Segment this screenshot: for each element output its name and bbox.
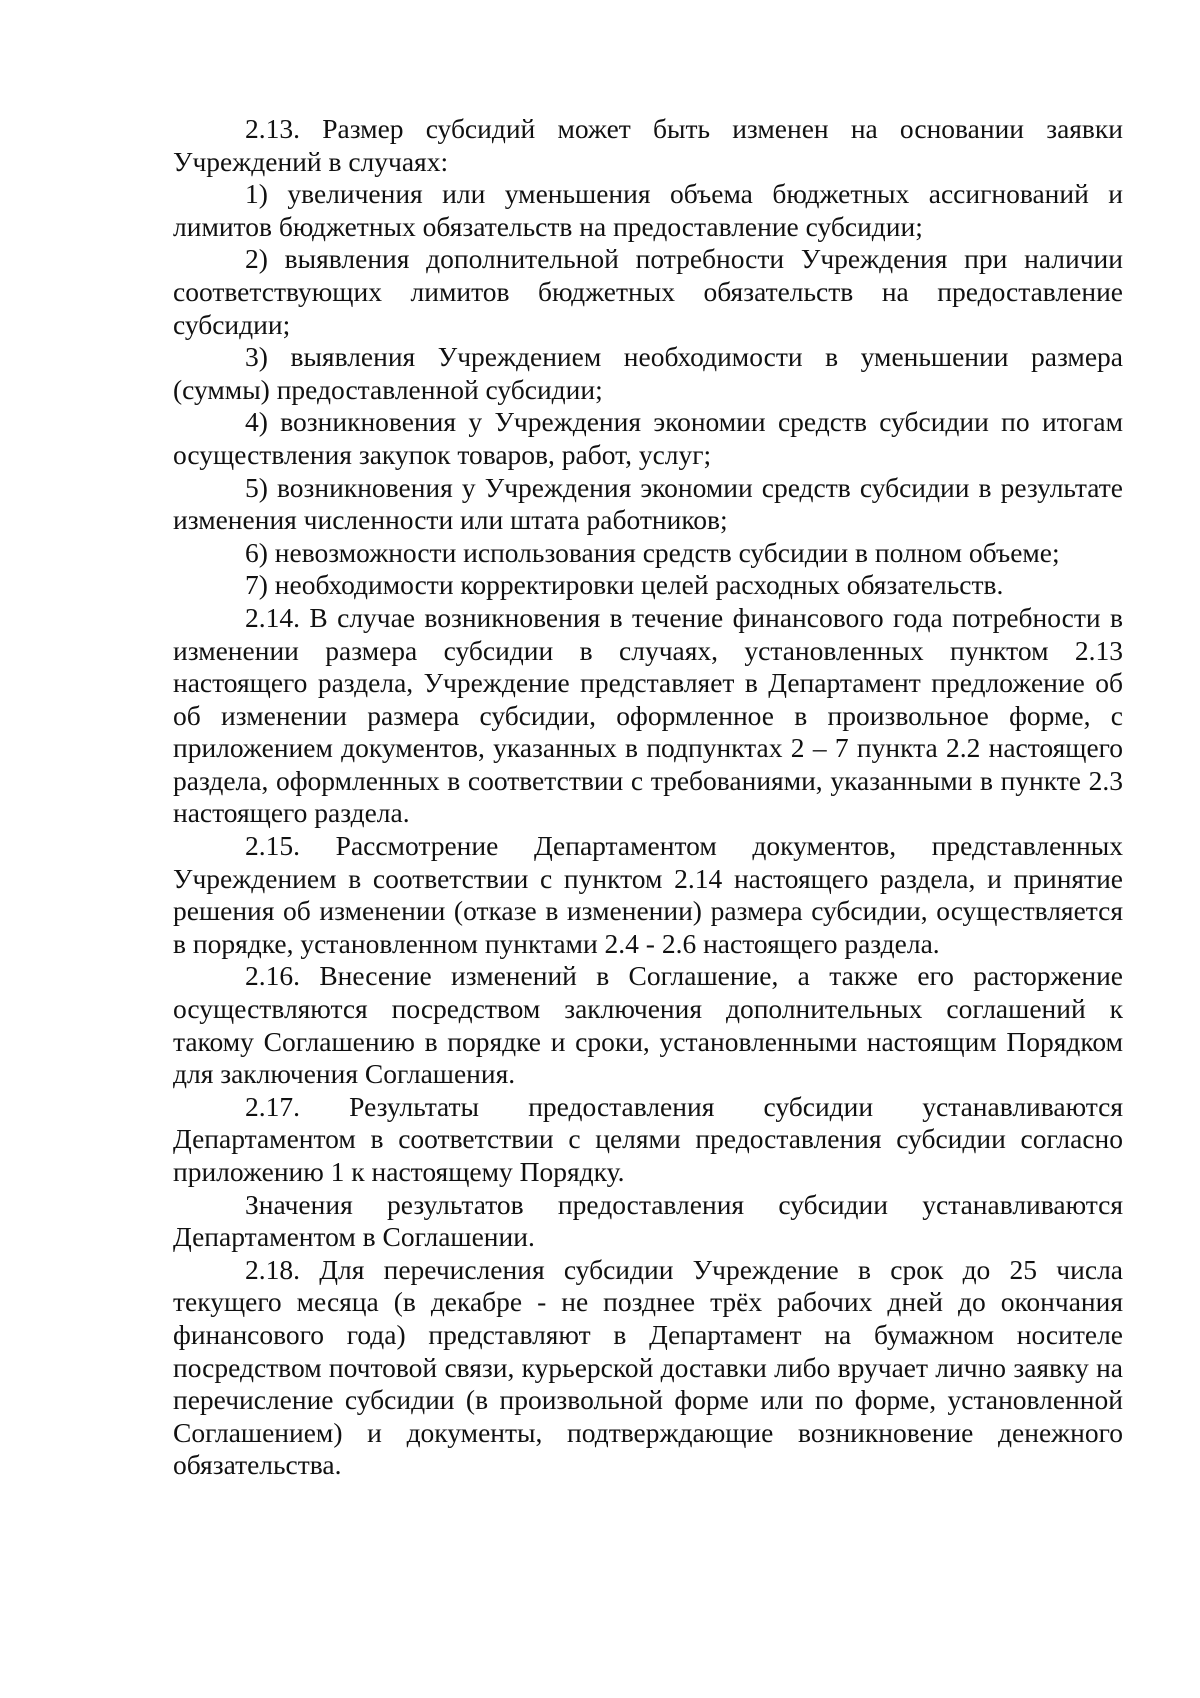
paragraph-2-16: 2.16. Внесение изменений в Соглашение, а также его расторжение осуществляются посредством заключения дополнительных соглашений к такому Соглашению в порядке и сроки, установленными настоящим Порядком для заключения Соглашения. bbox=[173, 960, 1123, 1090]
list-item-4: 4) возникновения у Учреждения экономии средств субсидии по итогам осуществления закупок товаров, работ, услуг; bbox=[173, 406, 1123, 470]
list-item-3: 3) выявления Учреждением необходимости в уменьшении размера (суммы) предоставленной субсидии; bbox=[173, 341, 1123, 405]
paragraph-2-14: 2.14. В случае возникновения в течение финансового года потребности в изменении размера субсидии в случаях, установленных пунктом 2.13 настоящего раздела, Учреждение представляет в Департамент предложение об об изменении размера субсидии, оформленное в произвольное форме, с приложением документов, указанных в подпунктах 2 – 7 пункта 2.2 настоящего раздела, оформленных в соответствии с требованиями, указанными в пункте 2.3 настоящего раздела. bbox=[173, 601, 1123, 829]
paragraph-2-13: 2.13. Размер субсидий может быть изменен на основании заявки Учреждений в случаях: bbox=[173, 113, 1123, 177]
list-item-1: 1) увеличения или уменьшения объема бюджетных ассигнований и лимитов бюджетных обязательств на предоставление субсидии; bbox=[173, 178, 1123, 242]
list-item-6: 6) невозможности использования средств субсидии в полном объеме; bbox=[245, 536, 1060, 568]
document-page bbox=[173, 113, 1123, 1482]
paragraph-2-17-values: Значения результатов предоставления субсидии устанавливаются Департаментом в Соглашении. bbox=[173, 1188, 1123, 1253]
paragraph-2-17: 2.17. Результаты предоставления субсидии устанавливаются Департаментом в соответствии с целями предоставления субсидии согласно приложению 1 к настоящему Порядку. bbox=[173, 1090, 1123, 1187]
paragraph-2-18: 2.18. Для перечисления субсидии Учреждение в срок до 25 числа текущего месяца (в декабре - не позднее трёх рабочих дней до окончания финансового года) представляют в Департамент на бумажном носителе посредством почтовой связи, курьерской доставки либо вручает лично заявку на перечисление субсидии (в произвольной форме или по форме, установленной Соглашением) и документы, подтверждающие возникновение денежного обязательства. bbox=[173, 1253, 1123, 1481]
paragraph-2-15: 2.15. Рассмотрение Департаментом документов, представленных Учреждением в соответствии с пунктом 2.14 настоящего раздела, и принятие решения об изменении (отказе в изменении) размера субсидии, осуществляется в порядке, установленном пунктами 2.4 - 2.6 настоящего раздела. bbox=[173, 830, 1123, 959]
list-item-2: 2) выявления дополнительной потребности Учреждения при наличии соответствующих лимитов бюджетных обязательств на предоставление субсидии; bbox=[173, 243, 1123, 340]
list-item-7: 7) необходимости корректировки целей расходных обязательств. bbox=[245, 569, 1004, 601]
list-item-5: 5) возникновения у Учреждения экономии средств субсидии в результате изменения численности или штата работников; bbox=[173, 471, 1123, 536]
